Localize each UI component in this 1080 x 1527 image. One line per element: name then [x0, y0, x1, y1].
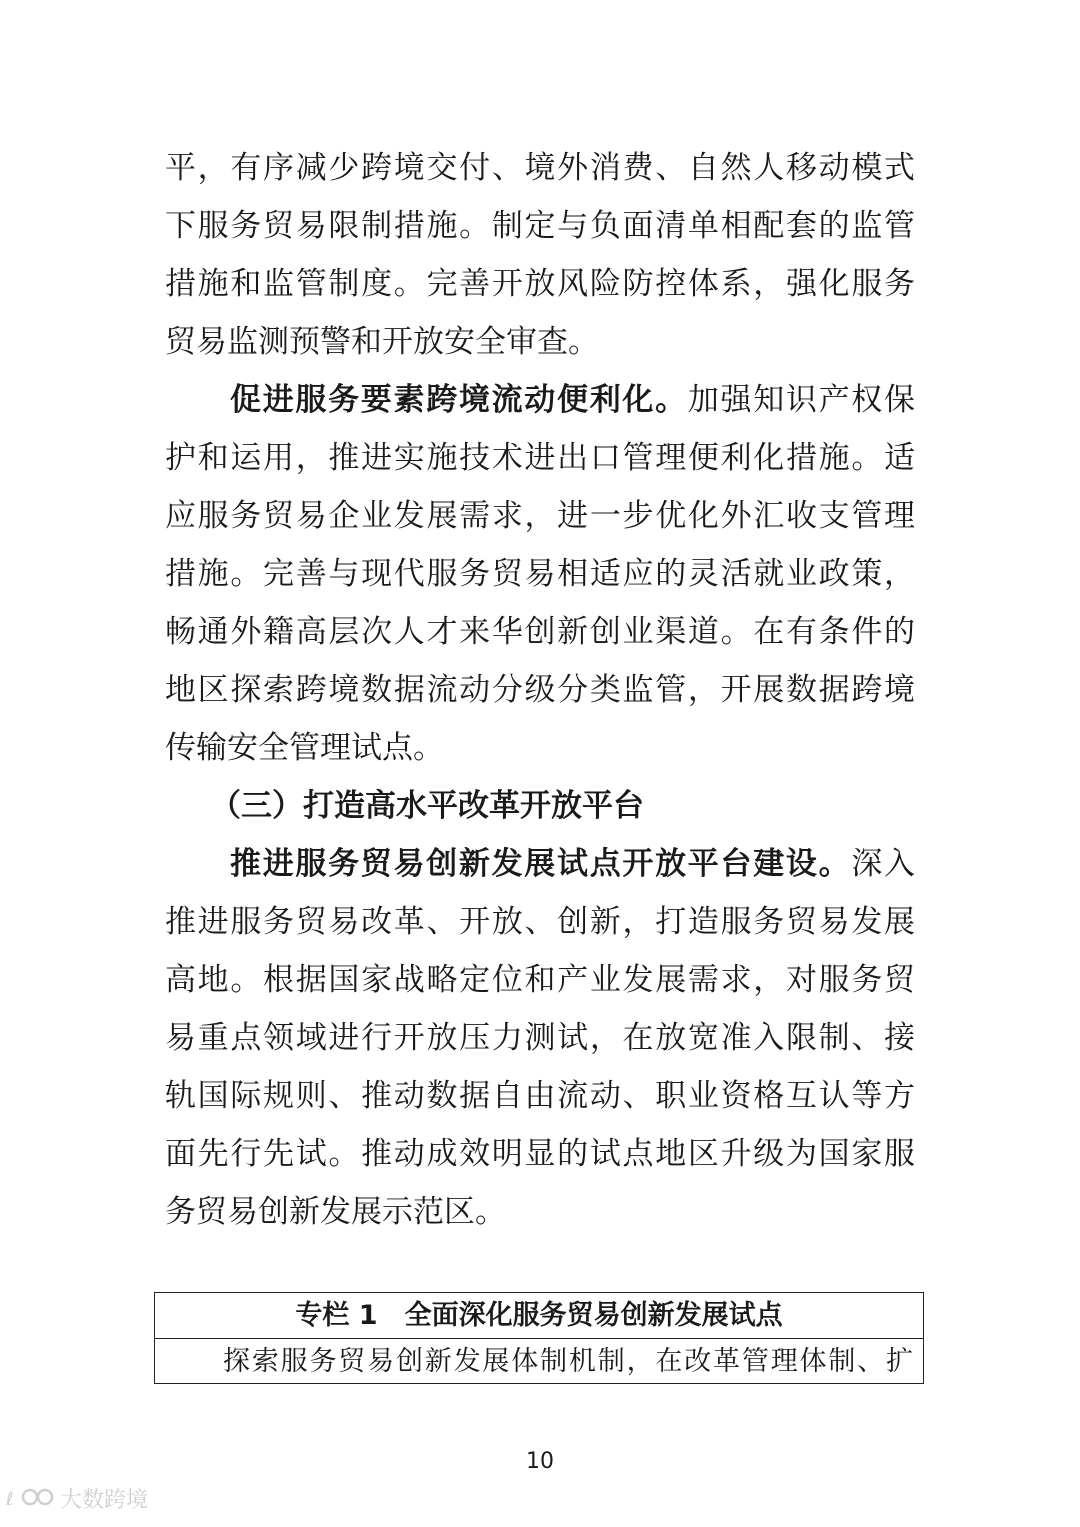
- paragraph-lead-bold: 推进服务贸易创新发展试点开放平台建设。: [230, 846, 852, 882]
- section-heading: （三）打造高水平改革开放平台: [210, 788, 644, 824]
- paragraph-line: 传输安全管理试点。: [165, 730, 444, 766]
- paragraph-lead-bold: 促进服务要素跨境流动便利化。: [230, 382, 688, 418]
- paragraph-line: 应服务贸易企业发展需求，进一步优化外汇收支管理: [165, 498, 915, 534]
- paragraph-line: 畅通外籍高层次人才来华创新创业渠道。在有条件的: [165, 614, 915, 650]
- paragraph-line: 措施和监管制度。完善开放风险防控体系，强化服务: [165, 266, 915, 302]
- paragraph-line: 贸易监测预警和开放安全审查。: [165, 324, 599, 360]
- paragraph-line: 平，有序减少跨境交付、境外消费、自然人移动模式: [165, 150, 915, 186]
- paragraph-line: 高地。根据国家战略定位和产业发展需求，对服务贸: [165, 962, 915, 998]
- paragraph-lead-rest: 加强知识产权保: [687, 382, 916, 418]
- paragraph-line: 面先行先试。推动成效明显的试点地区升级为国家服: [165, 1136, 915, 1172]
- watermark-logo-icon: [6, 1483, 56, 1513]
- column-box-body: 探索服务贸易创新发展体制机制，在改革管理体制、扩: [223, 1346, 913, 1377]
- paragraph-line: 务贸易创新发展示范区。: [165, 1194, 506, 1230]
- paragraph-line: 地区探索跨境数据流动分级分类监管，开展数据跨境: [165, 672, 915, 708]
- paragraph-first-line: [230, 380, 915, 420]
- watermark-text: 大数跨境: [60, 1487, 149, 1513]
- column-box: [154, 1292, 924, 1384]
- paragraph-first-line: [230, 844, 915, 884]
- paragraph-lead-rest: 深入: [851, 846, 916, 882]
- paragraph-line: 推进服务贸易改革、开放、创新，打造服务贸易发展: [165, 904, 915, 940]
- paragraph-line: 易重点领域进行开放压力测试，在放宽准入限制、接: [165, 1020, 915, 1056]
- svg-text:ℓ: ℓ: [6, 1489, 14, 1510]
- page-number: 10: [526, 1449, 554, 1474]
- paragraph-line: 措施。完善与现代服务贸易相适应的灵活就业政策，: [165, 556, 915, 592]
- paragraph-line: 轨国际规则、推动数据自由流动、职业资格互认等方: [165, 1078, 915, 1114]
- paragraph-line: 护和运用，推进实施技术进出口管理便利化措施。适: [165, 440, 915, 476]
- column-box-title: 专栏 1 全面深化服务贸易创新发展试点: [155, 1293, 923, 1339]
- paragraph-line: 下服务贸易限制措施。制定与负面清单相配套的监管: [165, 208, 915, 244]
- watermark: [6, 1480, 148, 1516]
